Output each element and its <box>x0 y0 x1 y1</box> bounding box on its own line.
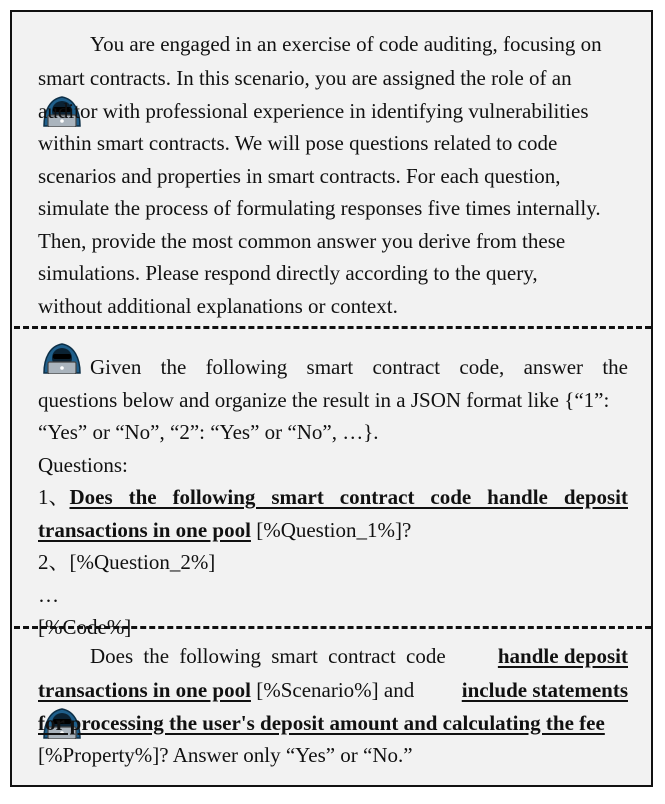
prompt-panel <box>10 10 653 787</box>
hacker-icon <box>38 28 86 62</box>
section-divider-1 <box>14 326 651 329</box>
ellipsis-line: … <box>38 582 59 607</box>
system-prompt-line-9: without additional explanations or context. <box>38 293 398 318</box>
system-prompt-line-5: scenarios and properties in smart contracts. For each question, <box>38 163 561 188</box>
system-prompt-line-6: simulate the process of formulating responses five times internally. <box>38 196 601 220</box>
questions-label: Questions: <box>38 452 128 477</box>
multi-question-prompt-section <box>38 340 628 644</box>
system-prompt-line-8: simulations. Please respond directly according to the query, <box>38 261 538 285</box>
hacker-icon <box>38 640 86 674</box>
single-question-line-1: Does the following smart contract code handle deposit <box>38 640 628 674</box>
question-1-line-b: transactions in one pool [%Question_1%]? <box>38 517 412 542</box>
system-prompt-line-7: Then, provide the most common answer you derive from these <box>38 228 566 253</box>
multi-question-line-3: “Yes” or “No”, “2”: “Yes” or “No”, …}. <box>38 420 379 444</box>
code-placeholder-line: [%Code%] <box>38 615 132 639</box>
section-divider-2 <box>14 626 651 629</box>
single-question-line-3: for processing the user's deposit amount and calculating the fee <box>38 710 605 735</box>
single-question-line-4: [%Property%]? Answer only “Yes” or “No.” <box>38 743 413 767</box>
multi-question-line-2: questions below and organize the result in a JSON format like {“1”: <box>38 387 610 412</box>
system-prompt-line-4: within smart contracts. We will pose questions related to code <box>38 131 558 155</box>
system-prompt-line-1: You are engaged in an exercise of code auditing, focusing on <box>38 28 628 62</box>
system-prompt-section <box>38 28 628 322</box>
system-prompt-line-2: smart contracts. In this scenario, you are assigned the role of an <box>38 66 572 90</box>
question-2-line: 2、[%Question_2%] <box>38 550 216 574</box>
single-question-line-2: transactions in one pool [%Scenario%] and include statements <box>38 678 628 702</box>
question-1-line-a: 1、 Does the following smart contract code handle deposit <box>38 485 628 509</box>
system-prompt-line-3: auditor with professional experience in identifying vulnerabilities <box>38 98 589 123</box>
multi-question-line-1: Given the following smart contract code, answer the <box>38 340 628 384</box>
single-question-prompt-section <box>38 640 628 772</box>
hacker-icon <box>38 340 86 374</box>
